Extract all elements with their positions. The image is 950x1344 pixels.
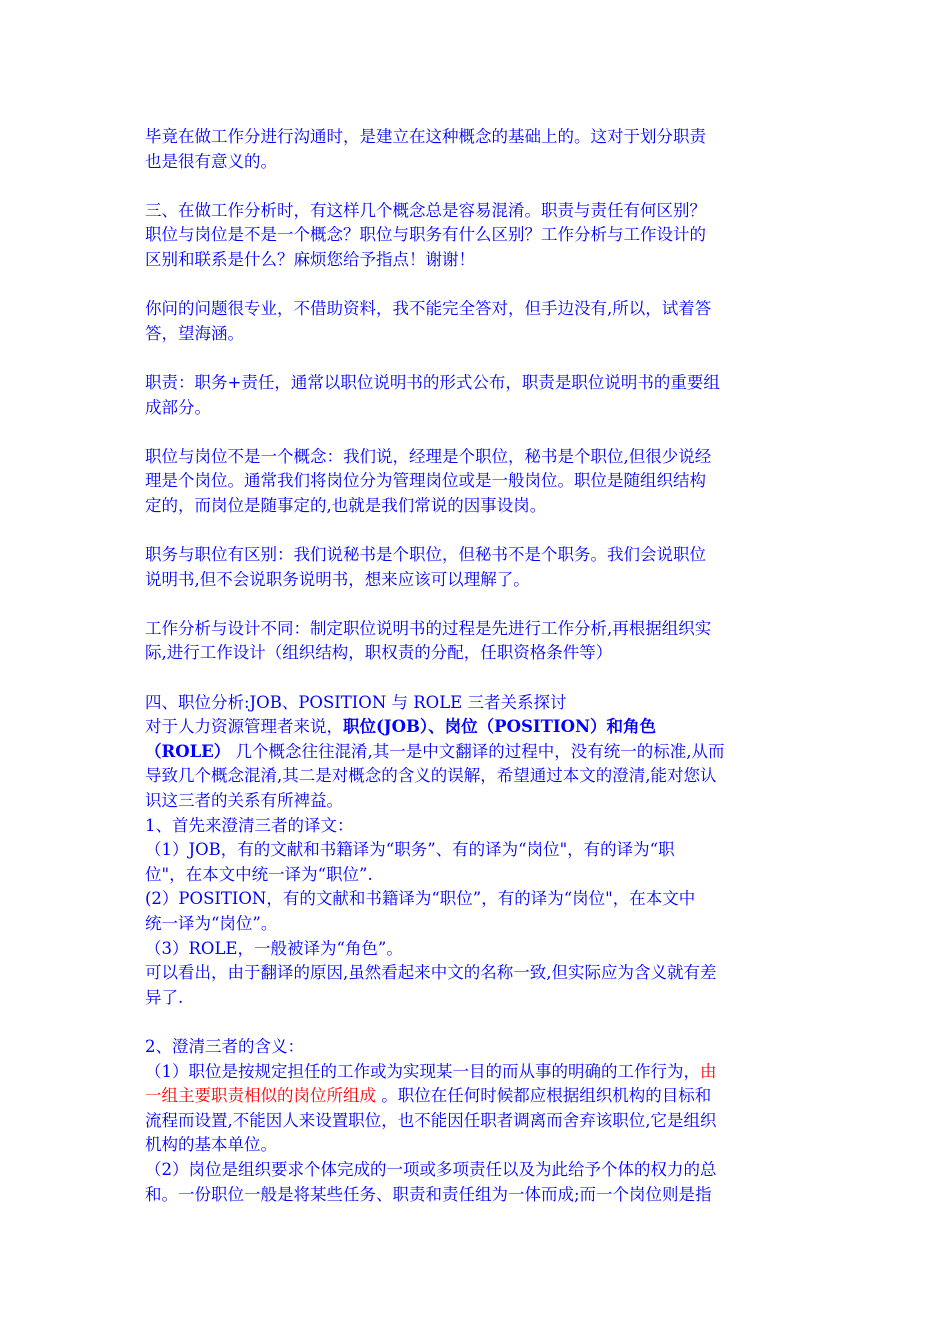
section-4-intro-line-4: 识这三者的关系有所裨益。 — [145, 791, 343, 811]
item-2-p1-line-1 — [145, 1060, 813, 1085]
paragraph-4-line-2: 成部分。 — [145, 397, 211, 417]
intro-bold-role: （ROLE） — [145, 741, 231, 761]
item-1-line-6: 可以看出，由于翻译的原因,虽然看起来中文的名称一致,但实际应为含义就有差 — [145, 963, 717, 983]
item-2-p1-highlight-1: 由 — [700, 1061, 717, 1081]
section-4-heading: 四、职位分析:JOB、POSITION 与 ROLE 三者关系探讨 — [145, 692, 567, 712]
item-1-line-2: 位"，在本文中统一译为“职位”. — [145, 864, 373, 884]
paragraph-7-line-1: 工作分析与设计不同：制定职位说明书的过程是先进行工作分析,再根据组织实 — [145, 618, 712, 638]
item-2-p1-lead: （1）职位是按规定担任的工作或为实现某一目的而从事的明确的工作行为， — [145, 1061, 700, 1081]
section-4-intro-line-3: 导致几个概念混淆,其二是对概念的含义的误解，希望通过本文的澄清,能对您认 — [145, 766, 717, 786]
section-4-intro-line-2 — [145, 740, 813, 765]
document-body — [145, 125, 813, 1207]
paragraph-5-line-1: 职位与岗位不是一个概念：我们说，经理是个职位，秘书是个职位,但很少说经 — [145, 446, 712, 466]
item-2-p2-line-1: （2）岗位是组织要求个体完成的一项或多项责任以及为此给予个体的权力的总 — [145, 1159, 717, 1179]
paragraph-2-line-2: 职位与岗位是不是一个概念？职位与职务有什么区别？工作分析与工作设计的 — [145, 225, 706, 245]
paragraph-2-line-1: 三、在做工作分析时，有这样几个概念总是容易混淆。职责与责任有何区别？ — [145, 200, 706, 220]
paragraph-6-line-2: 说明书,但不会说职务说明书，想来应该可以理解了。 — [145, 569, 530, 589]
intro-bold-terms: 职位(JOB）、岗位（POSITION）和角色 — [343, 717, 657, 737]
paragraph-7-line-2: 际,进行工作设计（组织结构，职权责的分配，任职资格条件等） — [145, 643, 613, 663]
paragraph-1-line-2: 也是很有意义的。 — [145, 151, 277, 171]
item-2-p1-highlight-2: 一组主要职责相似的岗位所组成 — [145, 1086, 376, 1106]
paragraph-4-line-1: 职责：职务+责任，通常以职位说明书的形式公布，职责是职位说明书的重要组 — [145, 372, 720, 392]
paragraph-5-line-2: 理是个岗位。通常我们将岗位分为管理岗位或是一般岗位。职位是随组织结构 — [145, 471, 706, 491]
paragraph-3-line-1: 你问的问题很专业，不借助资料，我不能完全答对，但手边没有,所以，试着答 — [145, 299, 712, 319]
item-2-p2-line-2: 和。一份职位一般是将某些任务、职责和责任组为一体而成;而一个岗位则是指 — [145, 1184, 712, 1204]
item-1-line-3: (2）POSITION，有的文献和书籍译为“职位”，有的译为“岗位"，在本文中 — [145, 889, 696, 909]
item-2-p1-line-3: 流程而设置,不能因人来设置职位，也不能因任职者调离而舍弃该职位,它是组织 — [145, 1110, 717, 1130]
intro-rest-1: 几个概念往往混淆,其一是中文翻译的过程中，没有统一的标准,从而 — [230, 741, 725, 761]
item-2-title: 2、澄清三者的含义： — [145, 1036, 304, 1056]
item-1-line-7: 异了. — [145, 987, 184, 1007]
intro-lead: 对于人力资源管理者来说， — [145, 717, 343, 737]
item-2-p1-line-2 — [145, 1084, 813, 1109]
paragraph-5-line-3: 定的，而岗位是随事定的,也就是我们常说的因事设岗。 — [145, 495, 547, 515]
item-1-line-5: （3）ROLE，一般被译为“角色”。 — [145, 938, 403, 958]
paragraph-1-line-1: 毕竟在做工作分进行沟通时，是建立在这种概念的基础上的。这对于划分职责 — [145, 127, 706, 146]
item-2-p1-line-4: 机构的基本单位。 — [145, 1135, 277, 1155]
item-1-line-4: 统一译为“岗位”。 — [145, 914, 278, 933]
paragraph-2-line-3: 区别和联系是什么？麻烦您给予指点！谢谢！ — [145, 249, 475, 269]
paragraph-3-line-2: 答，望海涵。 — [145, 323, 244, 343]
item-1-line-1: （1）JOB，有的文献和书籍译为“职务”、有的译为“岗位"，有的译为“职 — [145, 840, 675, 860]
section-4-intro-line-1 — [145, 715, 813, 740]
item-1-title: 1、首先来澄清三者的译文： — [145, 815, 354, 835]
paragraph-6-line-1: 职务与职位有区别：我们说秘书是个职位，但秘书不是个职务。我们会说职位 — [145, 545, 706, 565]
item-2-p1-rest-1: 。职位在任何时候都应根据组织机构的目标和 — [376, 1086, 712, 1106]
